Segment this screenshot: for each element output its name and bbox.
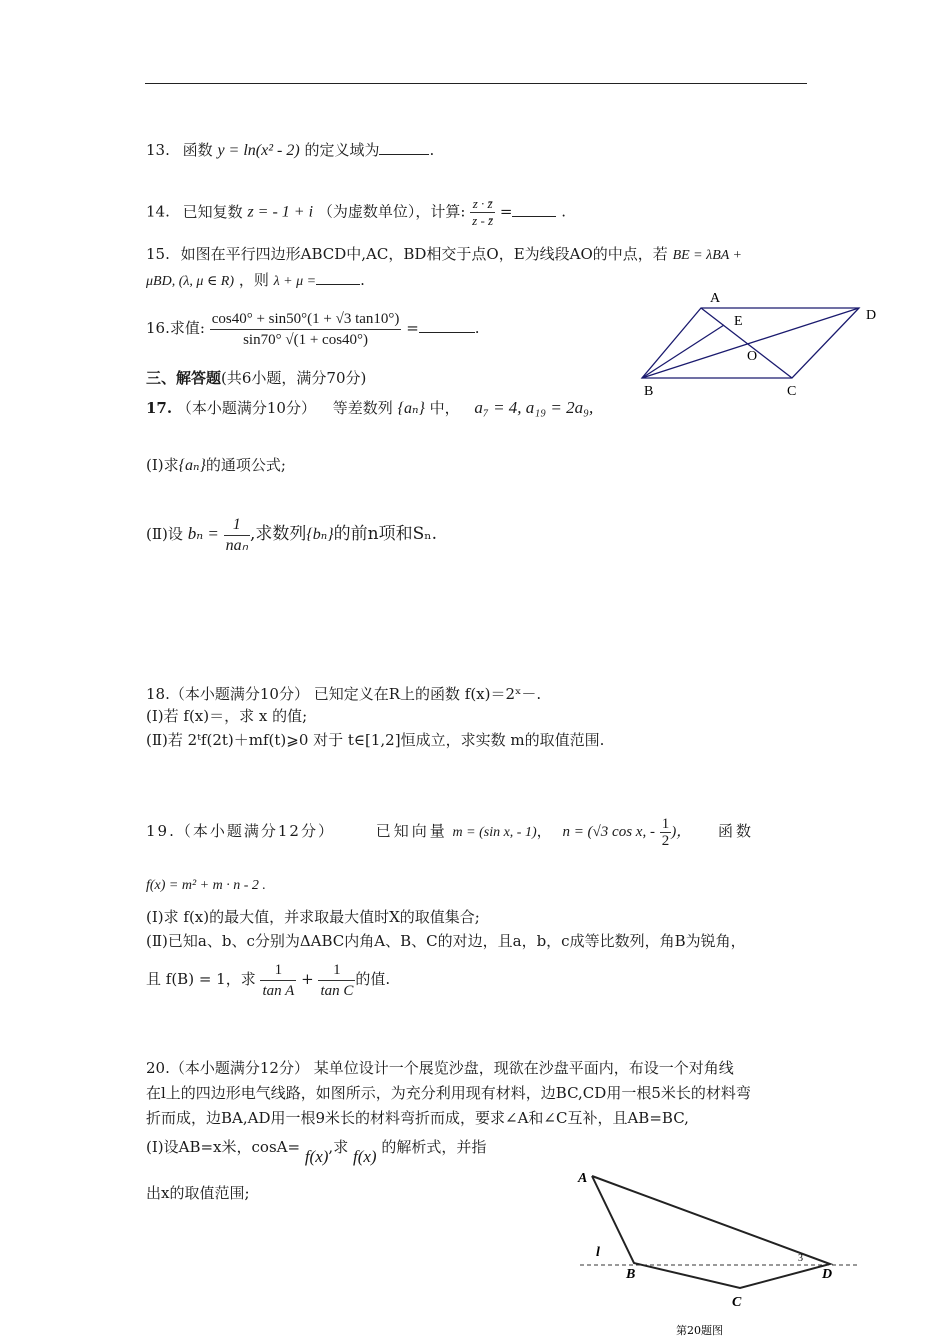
fig20-label-l: l [596,1245,600,1260]
q17-p2-fraction [224,515,250,556]
q14-equals: = [499,202,513,221]
question-15-line1 [146,244,742,266]
q13-expression: y = ln(x² - 2) [217,142,300,159]
q19-plus: + [301,970,314,988]
q19-frac-a-num: 1 [260,960,296,981]
label-b: B [644,384,654,399]
q15-text: 如图在平行四边形ABCD中,AC，BD相交于点O，E为线段AO的中点，若 [180,245,668,263]
label-c: C [787,384,797,399]
question-15-line2 [146,270,365,292]
q17-p2-label: (Ⅱ)设 [146,525,183,543]
label-e: E [734,314,743,329]
question-17-part1 [146,455,286,476]
fig20-label-b: B [626,1267,636,1282]
segment-be [642,325,724,378]
q14-fraction [470,196,495,229]
q19-p3-end: 的值. [355,970,391,988]
question-20-line4 [146,1130,486,1170]
q15-lambda-mu: λ + μ = [273,274,317,289]
q19-f-expr: f(x) = m² + m · n - 2 . [146,878,266,893]
q19-vector-m: m = (sin x, - 1) [452,825,537,840]
question-20-line3: 折而成，边BA,AD用一根9米长的材料弯折而成，要求∠A和∠C互补，且AB=BC, [146,1109,689,1127]
q13-answer-blank [379,140,429,155]
q17-p1-text: 的通项公式; [205,456,286,474]
q15-then: ，则 [238,271,269,289]
section-3-title: 三、解答题 [146,369,222,387]
q13-number: 13. [146,141,170,159]
q19-p3-text: 且 f(B) = 1，求 [146,970,256,988]
q20-part1-text: (Ⅰ)设AB=x米，cosA= [146,1138,301,1156]
question-17-part2 [146,512,437,558]
q19-function: 函数 [718,822,755,840]
q19-head: 19.（本小题满分12分） [146,822,335,840]
question-16 [146,308,480,352]
q19-frac-c-den: tan C [320,982,354,999]
question-20-line1: 20.（本小题满分12分） 某单位设计一个展览沙盘，现欲在沙盘平面内，布设一个对角线 [146,1059,734,1077]
question-19-part3 [146,958,390,1002]
q19-vector-n-end: )， [671,824,692,840]
q17-p2-num: 1 [224,515,250,536]
question-19-line1 [146,813,754,857]
q16-fraction [210,309,402,350]
question-19-part2: (Ⅱ)已知a、b、c分别为ΔABC内角A、B、C的对边，且a，b，c成等比数列，角B为锐角， [146,932,746,950]
q16-numerator: cos40° + sin50°(1 + √3 tan10°) [210,309,402,330]
q14-frac-denominator: z - z̄ [472,213,494,228]
q19-n-num: 1 [661,815,670,832]
diagonal-bd [642,308,859,378]
diagonal-ac [701,308,792,378]
q14-answer-blank [512,202,556,217]
q14-text-b: （为虚数单位），计算: [317,202,466,221]
q17-condition: a₇ = 4, a₁₉ = 2a₉, [474,398,594,417]
q15-number: 15. [146,245,170,263]
question-18-line1: 18.（本小题满分10分） 已知定义在R上的函数 f(x)＝2ˣ－. [146,685,542,703]
question-13 [146,140,434,161]
section-3-header [146,368,366,388]
q15-vector-expr: BE = λBA + [672,248,742,263]
q17-p2-seq: {bₙ} [306,526,334,543]
q19-text: 已知向量 [375,822,448,840]
fig20-caption: 第20题图 [676,1324,723,1337]
quadrilateral-figure [572,1160,872,1340]
q17-p2-b: bₙ = [187,524,219,543]
q19-vector-n: n = (√3 cos x, - [562,824,655,840]
question-19-function [146,874,266,896]
fig20-label-d: D [822,1267,833,1282]
q19-n-fraction [660,816,672,849]
q19-comma: ， [536,822,552,840]
fig20-label-c: C [732,1295,742,1310]
question-18-part2: (Ⅱ)若 2ᵗf(2t)＋mf(t)⩾0 对于 t∈[1,2]恒成立，求实数 m的取值范围. [146,731,605,749]
question-20-line2: 在l上的四边形电气线路，如图所示，为充分利用现有材料，边BC,CD用一根5米长的材料弯 [146,1084,751,1102]
parallelogram-figure [630,288,890,404]
q14-text: 已知复数 [182,202,243,221]
label-o: O [747,349,758,364]
q20-fx-b: f(x) [352,1147,377,1166]
label-a: A [710,291,721,306]
q20-part1-text-c: 的解析式，并指 [381,1138,487,1156]
q17-p2-text: ,求数列 [249,524,307,544]
q17-text: 等差数列 [332,399,393,417]
question-18-part1: (Ⅰ)若 f(x)＝，求 x 的值; [146,707,308,725]
q15-end: . [360,271,365,289]
q19-n-den: 2 [661,832,670,849]
q17-p2-text-b: 的前n项和Sₙ. [333,524,438,544]
fig20-angle-mark: 3 [798,1253,803,1264]
fig20-label-a: A [578,1171,588,1186]
question-17 [146,398,593,419]
q13-text-b: 的定义域为 [304,141,380,159]
question-14 [146,196,566,229]
q19-frac-a [260,960,296,1001]
q19-frac-c [318,960,355,1001]
q19-frac-a-den: tan A [262,982,295,999]
q14-end: . [561,202,567,221]
q20-part1-text-b: ,求 [328,1138,349,1156]
section-3-note: (共6小题，满分70分) [221,369,367,387]
q17-mid: 中， [429,399,460,417]
label-d: D [866,308,877,323]
q17-sequence: {aₙ} [397,400,425,417]
q17-number: 17. [146,399,173,417]
question-20-line5: 出x的取值范围; [146,1184,250,1202]
question-19-part1: (Ⅰ)求 f(x)的最大值，并求取最大值时X的取值集合; [146,908,480,926]
q17-p1-label: (Ⅰ)求 [146,456,179,474]
q16-equals: = [406,319,419,337]
header-rule [145,83,807,84]
q14-number: 14. [146,202,170,221]
q16-answer-blank [419,318,475,333]
q15-params: μBD, (λ, μ ∈ R) [146,274,235,289]
q20-fx-a: f(x) [304,1147,329,1166]
q14-frac-numerator: z · z̄ [470,196,495,213]
q14-expression: z = - 1 + i [247,203,314,221]
q16-denominator: sin70° √(1 + cos40°) [243,331,369,348]
q16-prefix: 16.求值: [146,319,205,337]
q13-end: . [429,141,435,159]
q17-score: （本小题满分10分） [176,399,316,417]
q16-end: . [474,319,480,337]
q13-text: 函数 [182,141,213,159]
q17-p2-den: naₙ [225,536,248,554]
q15-answer-blank [316,270,360,285]
q17-p1-seq: {aₙ} [178,457,206,474]
q19-frac-c-num: 1 [318,960,355,981]
